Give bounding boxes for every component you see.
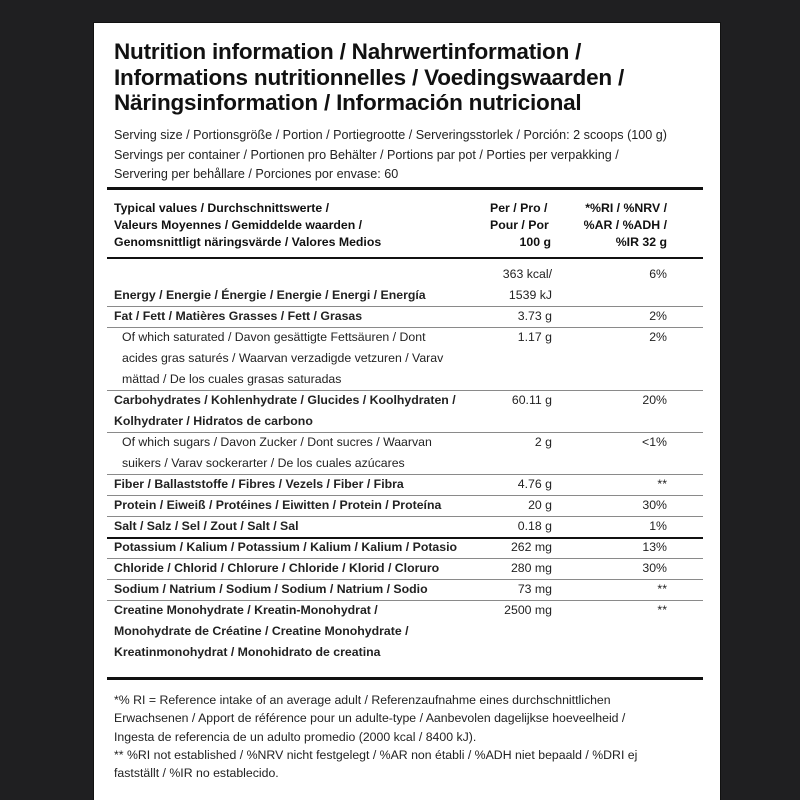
potassium-value: 262 mg [510,540,552,554]
potassium-ri: 13% [642,540,667,554]
creatine-ri: ** [657,603,667,617]
energy-kj: 1539 kJ [508,288,552,302]
header-per-100g: Per / Pro / Pour / Por 100 g [490,201,551,249]
sodium-value: 73 mg [517,582,552,596]
table-row-creatine [114,600,704,663]
chloride-ri: 30% [642,561,667,575]
sugars-label: Of which sugars / Davon Zucker / Dont sucres / Waarvan suikers / Varav sockerarter / De los cuales azúcares [122,435,432,470]
footnote-line: *% RI = Reference intake of an average adult / Referenzaufnahme eines durchschnittlichen [114,693,611,707]
footnote-line: Ingesta de referencia de un adulto promedio (2000 kcal / 8400 kJ). [114,729,477,744]
saturated-ri: 2% [649,330,667,344]
servings-per-container: Servings per container / Portionen pro Behälter / Portions par pot / Porties per verpakking / [114,147,619,162]
serving-info [114,126,714,185]
sugars-ri: <1% [642,435,667,449]
table-row-energy [114,264,704,306]
table-row-carbohydrates [114,390,704,432]
fat-label: Fat / Fett / Matières Grasses / Fett / Grasas [114,309,363,323]
protein-value: 20 g [528,498,552,512]
fiber-ri: ** [657,477,667,491]
footnotes [114,691,694,782]
table-header [114,200,704,252]
footnote-line: ** %RI not established / %NRV nicht festgelegt / %AR non établi / %ADH niet bepaald / %DRI ej [114,747,638,762]
divider [107,677,703,680]
carbohydrates-ri: 20% [642,393,667,407]
fat-value: 3.73 g [517,309,552,323]
fat-ri: 2% [649,309,667,323]
fiber-value: 4.76 g [517,477,552,491]
energy-label: Energy / Energie / Énergie / Energie / Energi / Energía [114,288,426,302]
title-line: Informations nutritionnelles / Voedingswaarden / [114,64,625,90]
carbohydrates-label: Carbohydrates / Kohlenhydrate / Glucides / Koolhydraten / Kolhydrater / Hidratos de carbono [114,393,456,428]
carbohydrates-value: 60.11 g [511,393,552,407]
footnote-line: fastställt / %IR no establecido. [114,766,279,781]
energy-kcal: 363 kcal/ [502,267,552,281]
creatine-value: 2500 mg [504,603,552,617]
servings-per-container-cont: Servering per behållare / Porciones por envase: 60 [114,167,399,181]
title-line: Näringsinformation / Información nutricional [114,90,582,115]
nutrition-panel [93,22,721,800]
saturated-label: Of which saturated / Davon gesättigte Fettsäuren / Dont acides gras saturés / Waarvan verzadigde vetzuren / Varav mättad / De los cuales grasas saturadas [122,330,444,386]
protein-label: Protein / Eiweiß / Protéines / Eiwitten / Protein / Proteína [114,498,442,512]
footnote-line: Erwachsenen / Apport de référence pour un adulte-type / Aanbevolen dagelijkse hoeveelheid / [114,711,626,726]
salt-ri: 1% [649,519,667,533]
divider [107,187,703,190]
salt-label: Salt / Salz / Sel / Zout / Salt / Sal [114,519,299,533]
chloride-value: 280 mg [510,561,552,575]
fiber-label: Fiber / Ballaststoffe / Fibres / Vezels / Fiber / Fibra [114,477,404,491]
energy-ri: 6% [649,267,667,281]
page-title [114,39,714,116]
serving-size: Serving size / Portionsgröße / Portion / Portiegrootte / Serveringsstorlek / Porción: 2 scoops (100 g) [114,128,667,142]
chloride-label: Chloride / Chlorid / Chlorure / Chloride / Klorid / Cloruro [114,561,440,575]
sugars-value: 2 g [534,435,552,449]
sodium-ri: ** [657,582,667,596]
title-line: Nutrition information / Nahrwertinformation / [114,39,582,64]
table-row-sugars [114,432,704,474]
potassium-label: Potassium / Kalium / Potassium / Kalium / Kalium / Potasio [114,540,458,554]
divider [107,257,703,259]
table-row-saturated [114,327,704,390]
header-typical-values: Typical values / Durchschnittswerte / Valeurs Moyennes / Gemiddelde waarden / Genomsnittligt näringsvärde / Valores Medios [114,201,382,249]
saturated-value: 1.17 g [517,330,552,344]
creatine-label: Creatine Monohydrate / Kreatin-Monohydrat / Monohydrate de Créatine / Creatine Monohydrate / Kreatinmonohydrat / Monohidrato de creatina [114,603,409,659]
header-ri: *%RI / %NRV / %AR / %ADH / %IR 32 g [583,201,667,249]
protein-ri: 30% [642,498,667,512]
salt-value: 0.18 g [517,519,552,533]
sodium-label: Sodium / Natrium / Sodium / Sodium / Natrium / Sodio [114,582,428,596]
